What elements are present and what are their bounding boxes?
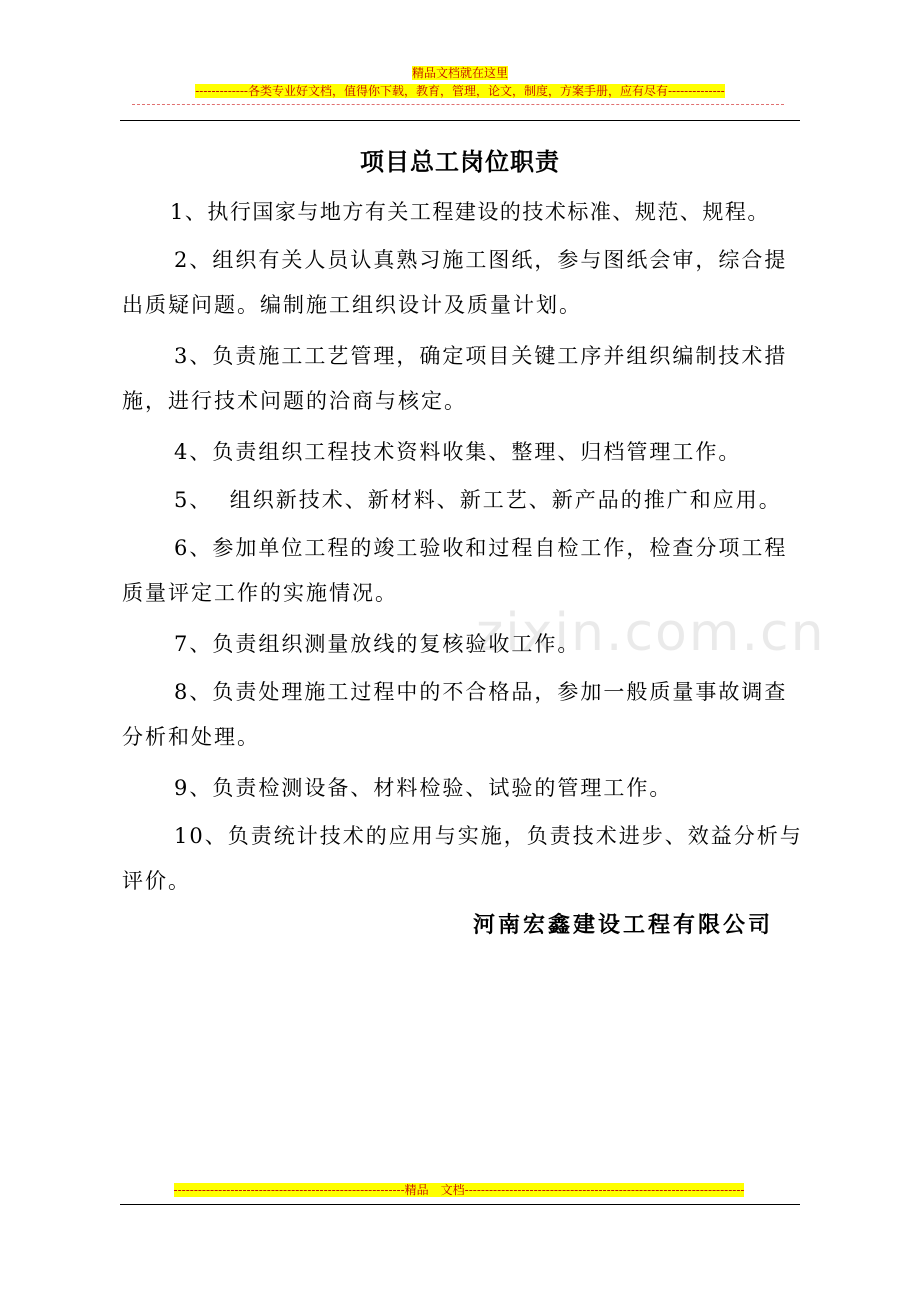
duty-item-2: 2、组织有关人员认真熟习施工图纸，参与图纸会审，综合提出质疑问题。编制施工组织设计及质量计划。	[122, 248, 788, 317]
header-top-label-text: 精品文档就在这里	[411, 66, 508, 80]
duty-item-4: 4、负责组织工程技术资料收集、整理、归档管理工作。	[174, 440, 742, 464]
duty-item-5: 5、 组织新技术、新材料、新工艺、新产品的推广和应用。	[174, 488, 782, 512]
duty-item-1: 1、执行国家与地方有关工程建设的技术标准、规范、规程。	[170, 200, 770, 224]
footer-banner-text: ---------------------------------------------------------精品 文档---------------------------------------------------------------------	[173, 1183, 745, 1197]
document-title: 项目总工岗位职责	[360, 147, 560, 176]
footer-rule	[120, 1204, 800, 1205]
duty-item-10: 10、负责统计技术的应用与实施，负责技术进步、效益分析与评价。	[122, 824, 803, 893]
header-banner	[0, 84, 920, 99]
watermark: zixin.com.cn	[476, 603, 826, 663]
header-dashed-divider	[132, 104, 784, 105]
duty-item-7: 7、负责组织测量放线的复核验收工作。	[174, 632, 581, 656]
duty-item-8: 8、负责处理施工过程中的不合格品，参加一般质量事故调查分析和处理。	[122, 680, 788, 749]
company-name: 河南宏鑫建设工程有限公司	[473, 912, 774, 938]
duty-item-6: 6、参加单位工程的竣工验收和过程自检工作，检查分项工程质量评定工作的实施情况。	[122, 536, 788, 605]
header-top-label	[0, 66, 920, 81]
duty-item-3: 3、负责施工工艺管理，确定项目关键工序并组织编制技术措施，进行技术问题的洽商与核定。	[122, 344, 788, 413]
header-banner-text: -------------各类专业好文档，值得你下载，教育，管理，论文，制度，方案手册，应有尽有--------------	[195, 84, 725, 98]
duty-item-9: 9、负责检测设备、材料检验、试验的管理工作。	[174, 776, 673, 800]
footer-banner	[132, 1183, 786, 1198]
header-rule	[120, 120, 800, 121]
